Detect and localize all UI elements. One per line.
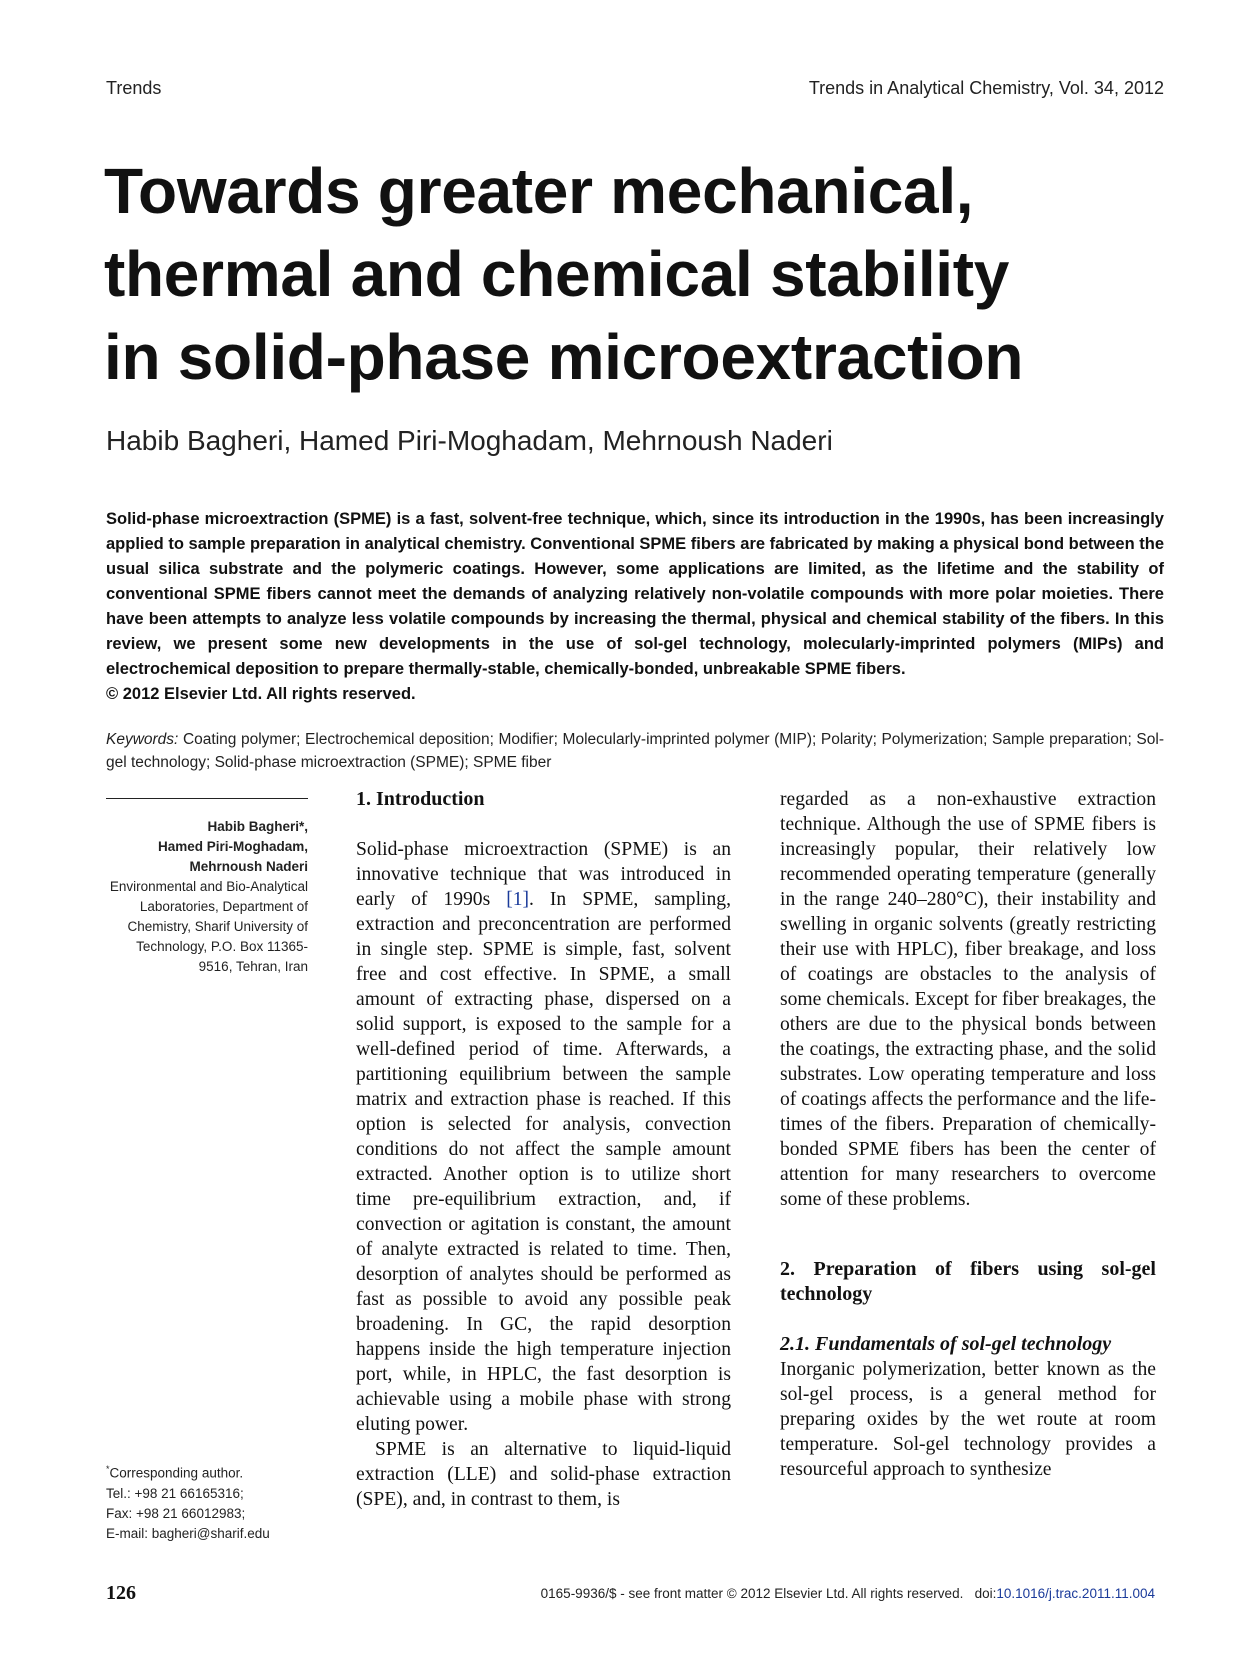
affiliation-author-name: Hamed Piri-Moghadam,	[157, 839, 308, 854]
section-heading-sol-gel: 2. Preparation of fibers using sol-gel technology	[780, 1258, 1156, 1305]
corresponding-author-note	[106, 1459, 316, 1544]
intro-paragraph-1	[356, 837, 731, 1437]
article-title	[104, 150, 1104, 399]
abstract-copyright: © 2012 Elsevier Ltd. All rights reserved.	[106, 685, 416, 703]
abstract-text: Solid-phase microextraction (SPME) is a fast, solvent-free technique, which, since its introduction in the 1990s, has been increasingly applied to sample preparation in analytical chemistry. Conventional SPME fibers are fabricated by making a physical bond between the usual silica substrate and the polymeric coatings. However, some applications are limited, as the lifetime and the stability of conventional SPME fibers cannot meet the demands of analyzing relatively non-volatile compounds with more polar moieties. There have been attempts to analyze less volatile compounds by increasing the thermal, physical and chemical stability of the fibers. In this review, we present some new developments in the use of sol-gel technology, molecularly-imprinted polymers (MIPs) and electrochemical deposition to prepare thermally-stable, chemically-bonded, unbreakable SPME fibers.	[106, 510, 1164, 678]
title-line: Towards greater mechanical,	[104, 155, 974, 227]
affiliation-address: Environmental and Bio-Analytical Laboratories, Department of Chemistry, Sharif University of Technology, P.O. Box 11365-9516, Tehran, Iran	[109, 879, 308, 974]
intro-paragraph-continued: regarded as a non-exhaustive extraction technique. Although the use of SPME fibers is increasingly popular, their relatively low recommended operating temperature (generally in the range 240–280°C), their instability and swelling in organic solvents (greatly restricting their use with HPLC), fiber breakage, and loss of coatings are obstacles to the analysis of some chemicals. Except for fiber breakages, the others are due to the physical bonds between the coatings, the extracting phase, and the solid substrates. Low operating temperature and loss of coatings affects the performance and the life-times of the fibers. Preparation of chemically-bonded SPME fibers has been the center of attention for many researchers to overcome some of these problems.	[780, 789, 1156, 1210]
affiliation-author-name: Habib Bagheri*,	[207, 819, 308, 834]
corresponding-fax: Fax: +98 21 66012983;	[106, 1505, 246, 1521]
subsection-heading-fundamentals: 2.1. Fundamentals of sol-gel technology	[780, 1333, 1112, 1355]
sol-gel-paragraph-1: Inorganic polymerization, better known as the sol-gel process, is a general method for preparing oxides by the wet route at room temperature. Sol-gel technology provides a resourceful approach to synthesize	[780, 1359, 1156, 1480]
body-column-1	[356, 787, 731, 1512]
keywords-text: Coating polymer; Electrochemical deposition; Modifier; Molecularly-imprinted polymer (MIP); Polarity; Polymerization; Sample preparation; Sol-gel technology; Solid-phase microextraction (SPME); SPME fiber	[106, 731, 1164, 771]
sidebar-rule	[106, 798, 308, 799]
keywords	[106, 728, 1164, 774]
footer-doi-label: doi:	[974, 1586, 997, 1601]
footnote-marker: *	[106, 1464, 110, 1474]
intro-paragraph-2: SPME is an alternative to liquid-liquid extraction (LLE) and solid-phase extraction (SPE), and, in contrast to them, is	[356, 1439, 731, 1510]
section-heading-introduction: 1. Introduction	[356, 788, 485, 810]
running-head-left: Trends	[106, 78, 162, 98]
intro-text-b: . In SPME, sampling, extraction and preconcentration are performed in single step. SPME is simple, fast, solvent free and cost effective. In SPME, a small amount of extracting phase, dispersed on a solid support, is exposed to the sample for a well-defined period of time. Afterwards, a partitioning equilibrium between the sample matrix and extraction phase is reached. If this option is selected for analysis, convection conditions do not affect the sample amount extracted. Another option is to utilize short time pre-equilibrium extraction, and, if convection or agitation is constant, the amount of analyte extracted is related to time. Then, desorption of analytes should be performed as fast as possible to avoid any possible peak broadening. In GC, the rapid desorption happens inside the high temperature injection port, while, in HPLC, the fast desorption is achievable using a mobile phase with strong eluting power.	[356, 889, 731, 1435]
intro-text-a: Solid-phase microextraction (SPME) is an innovative technique that was introduced in early of 1990s	[356, 839, 731, 910]
citation-link[interactable]: [1]	[506, 889, 530, 910]
doi-link[interactable]: 10.1016/j.trac.2011.11.004	[996, 1586, 1155, 1601]
running-head-right: Trends in Analytical Chemistry, Vol. 34, 2012	[808, 78, 1164, 98]
author-affiliation	[106, 817, 308, 977]
author-list: Habib Bagheri, Hamed Piri-Moghadam, Mehrnoush Naderi	[106, 425, 833, 456]
title-line: thermal and chemical stability	[104, 238, 1010, 310]
affiliation-author-name: Mehrnoush Naderi	[189, 859, 308, 874]
abstract	[106, 507, 1164, 707]
footer-issn: 0165-9936/$ - see front matter © 2012 Elsevier Ltd. All rights reserved.	[540, 1586, 964, 1601]
title-line: in solid-phase microextraction	[104, 321, 1024, 393]
corresponding-label	[106, 1459, 316, 1484]
keywords-label: Keywords:	[106, 731, 179, 748]
corresponding-tel: Tel.: +98 21 66165316;	[106, 1485, 244, 1501]
body-column-2	[780, 787, 1156, 1482]
footer-line	[541, 1586, 1155, 1601]
corresponding-email[interactable]: E-mail: bagheri@sharif.edu	[106, 1525, 270, 1541]
page-number: 126	[106, 1582, 136, 1604]
corresponding-label-text: Corresponding author.	[109, 1465, 244, 1481]
